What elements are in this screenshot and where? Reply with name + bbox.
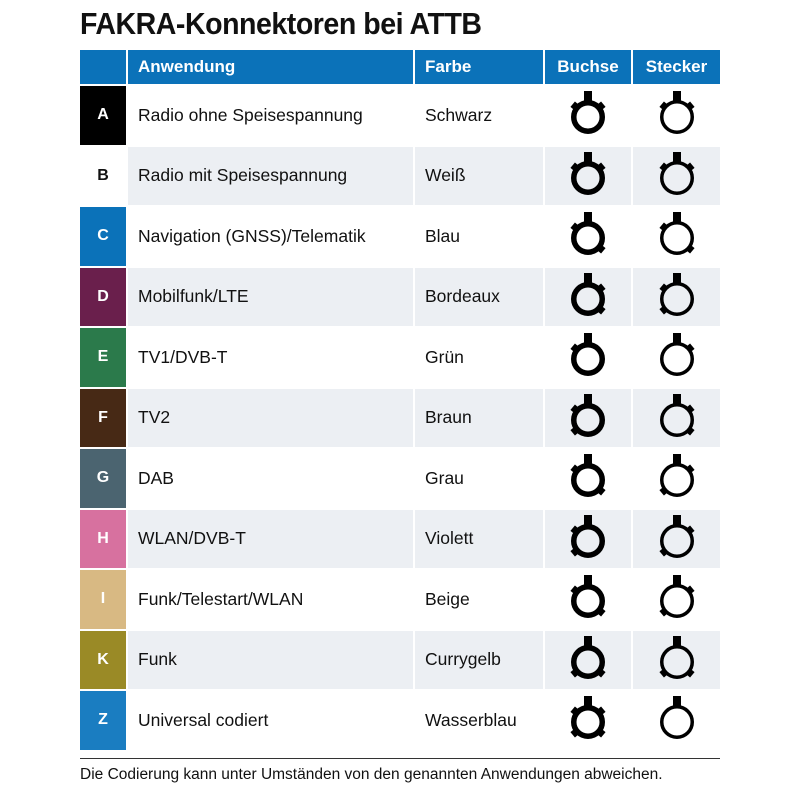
table-row xyxy=(80,570,720,629)
code-badge: Z xyxy=(80,691,126,750)
color-cell: Blau xyxy=(425,225,461,246)
application-cell: TV2 xyxy=(128,389,413,448)
jack-connector-icon xyxy=(545,691,631,750)
color-cell: Violett xyxy=(415,510,543,569)
application-cell: TV1/DVB-T xyxy=(138,346,228,367)
header-plug: Stecker xyxy=(633,50,720,84)
table-row xyxy=(80,207,720,266)
jack-connector-icon xyxy=(545,631,631,690)
application-cell: Mobilfunk/LTE xyxy=(128,268,413,327)
table-row xyxy=(80,510,720,569)
application-cell: Funk xyxy=(128,631,413,690)
application-cell: Radio mit Speisespannung xyxy=(128,147,413,206)
code-badge: F xyxy=(80,389,126,448)
table-row xyxy=(80,449,720,508)
code-badge: B xyxy=(80,147,126,206)
code-badge: K xyxy=(80,631,126,690)
jack-connector-icon xyxy=(545,328,631,387)
plug-connector-icon xyxy=(633,268,720,327)
code-badge: G xyxy=(80,449,126,508)
header-color: Farbe xyxy=(415,50,543,84)
color-cell: Weiß xyxy=(415,147,543,206)
application-cell: Radio ohne Speisespannung xyxy=(138,104,363,125)
code-badge: D xyxy=(80,268,126,327)
table-header xyxy=(80,50,720,84)
plug-connector-icon xyxy=(633,691,720,750)
table-row xyxy=(80,631,720,690)
jack-connector-icon xyxy=(545,449,631,508)
jack-connector-icon xyxy=(545,510,631,569)
table-row xyxy=(80,328,720,387)
plug-connector-icon xyxy=(633,147,720,206)
application-cell: DAB xyxy=(138,467,174,488)
color-cell: Grün xyxy=(425,346,464,367)
jack-connector-icon xyxy=(545,389,631,448)
color-cell: Beige xyxy=(425,588,470,609)
color-cell: Braun xyxy=(415,389,543,448)
plug-connector-icon xyxy=(633,389,720,448)
code-badge: C xyxy=(80,207,126,266)
color-cell: Currygelb xyxy=(415,631,543,690)
application-cell: Universal codiert xyxy=(138,709,269,730)
code-badge: H xyxy=(80,510,126,569)
header-code xyxy=(80,50,126,84)
plug-connector-icon xyxy=(633,86,720,145)
plug-connector-icon xyxy=(633,570,720,629)
table-row xyxy=(80,691,720,750)
application-cell: Navigation (GNSS)/Telematik xyxy=(138,225,366,246)
jack-connector-icon xyxy=(545,207,631,266)
color-cell: Bordeaux xyxy=(415,268,543,327)
connector-table xyxy=(80,50,720,752)
table-row xyxy=(80,268,720,327)
code-badge: A xyxy=(80,86,126,145)
header-jack: Buchse xyxy=(545,50,631,84)
plug-connector-icon xyxy=(633,449,720,508)
application-cell: Funk/Telestart/WLAN xyxy=(138,588,304,609)
plug-connector-icon xyxy=(633,207,720,266)
plug-connector-icon xyxy=(633,328,720,387)
jack-connector-icon xyxy=(545,147,631,206)
color-cell: Schwarz xyxy=(425,104,493,125)
jack-connector-icon xyxy=(545,570,631,629)
code-badge: I xyxy=(80,570,126,629)
plug-connector-icon xyxy=(633,631,720,690)
plug-connector-icon xyxy=(633,510,720,569)
color-cell: Grau xyxy=(425,467,464,488)
jack-connector-icon xyxy=(545,86,631,145)
code-badge: E xyxy=(80,328,126,387)
jack-connector-icon xyxy=(545,268,631,327)
table-row xyxy=(80,86,720,145)
application-cell: WLAN/DVB-T xyxy=(128,510,413,569)
table-row xyxy=(80,147,720,206)
header-application: Anwendung xyxy=(128,50,413,84)
table-row xyxy=(80,389,720,448)
footnote: Die Codierung kann unter Umständen von den genannten Anwendungen abweichen. xyxy=(80,758,720,784)
color-cell: Wasserblau xyxy=(425,709,517,730)
page-title: FAKRA-Konnektoren bei ATTB xyxy=(80,6,482,41)
